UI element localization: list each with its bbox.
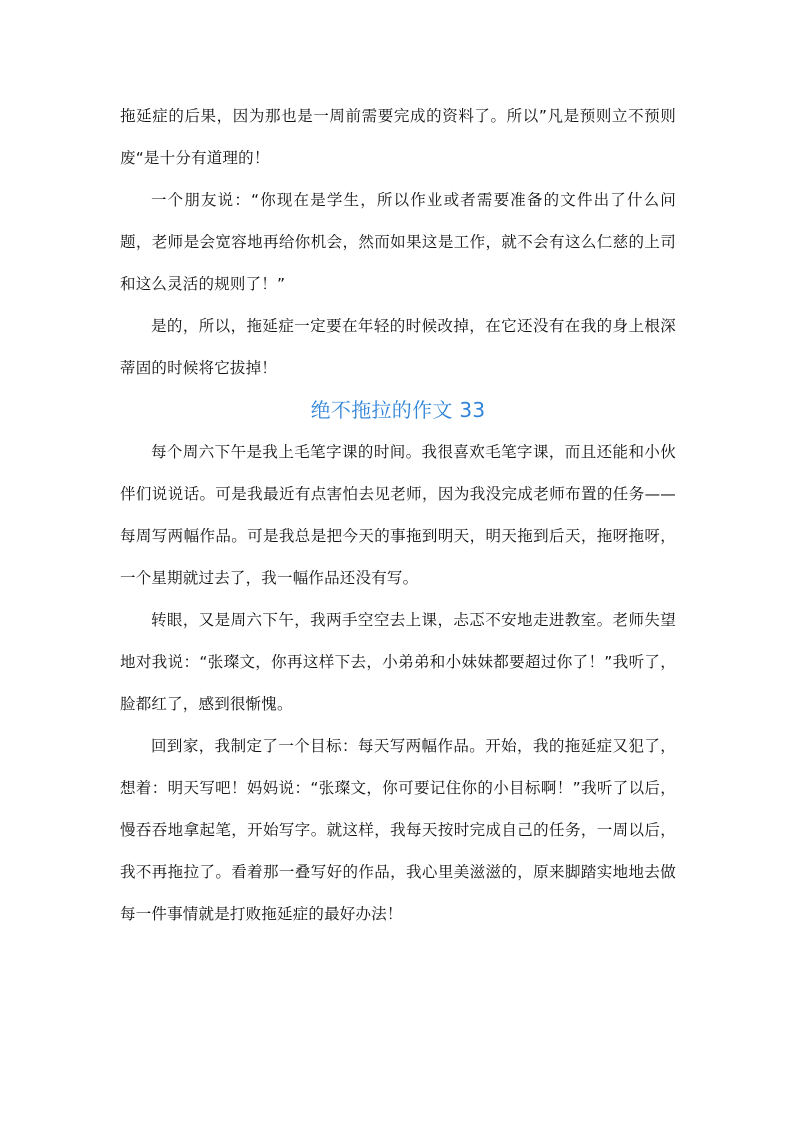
paragraph-conclusion: 是的，所以，拖延症一定要在年轻的时候改掉，在它还没有在我的身上根深蒂固的时候将它拔掉！ xyxy=(120,317,676,377)
document-page xyxy=(120,95,676,935)
paragraph-continuation: 拖延症的后果，因为那也是一周前需要完成的资料了。所以”凡是预则立不预则废“是十分有道理的！ xyxy=(120,107,676,167)
paragraph-daily-goal: 回到家，我制定了一个目标：每天写两幅作品。开始，我的拖延症又犯了，想着：明天写吧！妈妈说：“张璨文，你可要记住你的小目标啊！”我听了以后，慢吞吞地拿起笔，开始写字。就这样，我每天按时完成自己的任务，一周以后，我不再拖拉了。看着那一叠写好的作品，我心里美滋滋的，原来脚踏实地地去做每一件事情就是打败拖延症的最好办法！ xyxy=(120,737,676,923)
essay-title: 绝不拖拉的作文 33 xyxy=(310,398,486,422)
paragraph-teacher-disappointed: 转眼，又是周六下午，我两手空空去上课，忐忑不安地走进教室。老师失望地对我说：“张璨文，你再这样下去，小弟弟和小妹妹都要超过你了！”我听了，脸都红了，感到很惭愧。 xyxy=(120,611,676,713)
paragraph-friend-quote: 一个朋友说：“你现在是学生，所以作业或者需要准备的文件出了什么问题，老师是会宽容地再给你机会，然而如果这是工作，就不会有这么仁慈的上司和这么灵活的规则了！” xyxy=(120,191,676,293)
paragraph-saturday-class: 每个周六下午是我上毛笔字课的时间。我很喜欢毛笔字课，而且还能和小伙伴们说说话。可是我最近有点害怕去见老师，因为我没完成老师布置的任务——每周写两幅作品。可是我总是把今天的事拖到明天，明天拖到后天，拖呀拖呀，一个星期就过去了，我一幅作品还没有写。 xyxy=(120,443,676,587)
